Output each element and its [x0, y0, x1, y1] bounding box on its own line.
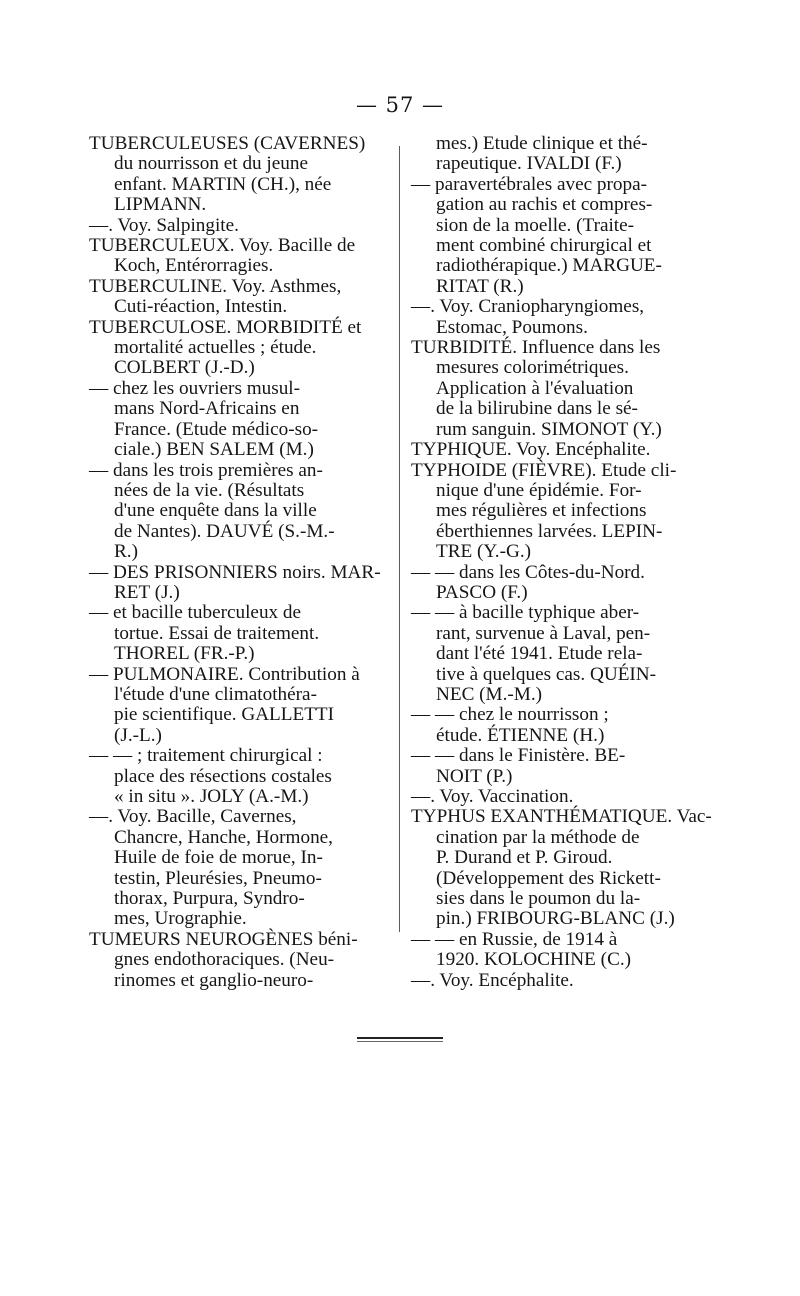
entry-tumeurs-continued — [411, 134, 711, 175]
text-line: THOREL (FR.-P.) — [114, 643, 255, 665]
text-line: sion de la moelle. (Traite- — [436, 214, 635, 236]
text-line: de Nantes). DAUVÉ (S.-M.- — [114, 520, 335, 542]
text-line: 1920. KOLOCHINE (C.) — [436, 949, 632, 971]
entry-tuberculose-tortue — [89, 603, 389, 664]
text-line: mes.) Etude clinique et thé- — [436, 133, 648, 154]
text-line: TUBERCULEUX. Voy. Bacille de — [89, 235, 356, 257]
text-line: pie scientifique. GALLETTI — [114, 704, 335, 726]
text-line: étude. ÉTIENNE (H.) — [436, 724, 605, 746]
text-line: de la bilirubine dans le sé- — [436, 398, 638, 420]
text-line: ment combiné chirurgical et — [436, 235, 652, 257]
entry-tumeurs-paravertebrales — [411, 175, 711, 297]
entry-tuberculine — [89, 277, 389, 318]
text-line: P. Durand et P. Giroud. — [436, 847, 613, 869]
text-line: LIPMANN. — [114, 194, 207, 216]
text-line: d'une enquête dans la ville — [114, 500, 317, 522]
text-line: rant, survenue à Laval, pen- — [436, 622, 651, 644]
text-line: Estomac, Poumons. — [436, 316, 588, 338]
text-line: cination par la méthode de — [436, 826, 640, 848]
text-line: TURBIDITÉ. Influence dans les — [411, 337, 661, 359]
text-line: Chancre, Hanche, Hormone, — [114, 826, 333, 848]
entry-tuberculeuses-voy — [89, 216, 389, 236]
page-number: — 57 — — [355, 93, 445, 117]
entry-tuberculose-premieres-annees — [89, 461, 389, 563]
index-column-right — [411, 134, 711, 991]
text-line: Cuti-réaction, Intestin. — [114, 296, 288, 318]
text-line: Koch, Entérorragies. — [114, 255, 274, 277]
text-line: — — chez le nourrisson ; — [411, 704, 609, 726]
entry-typhoide-voy — [411, 787, 711, 807]
text-line: — dans les trois premières an- — [89, 459, 323, 481]
column-divider — [399, 146, 400, 932]
text-line: mesures colorimétriques. — [436, 357, 629, 379]
text-line: NOIT (P.) — [436, 765, 513, 787]
text-line: rapeutique. IVALDI (F.) — [436, 153, 622, 175]
entry-tuberculose-voy — [89, 807, 389, 929]
text-line: —. Voy. Encéphalite. — [411, 969, 574, 991]
text-line: RITAT (R.) — [436, 275, 524, 297]
text-line: TYPHIQUE. Voy. Encéphalite. — [411, 439, 651, 461]
entry-tumeurs-voy — [411, 297, 711, 338]
text-line: nique d'une épidémie. For- — [436, 479, 642, 501]
text-line: gation au rachis et compres- — [436, 194, 653, 216]
text-line: — PULMONAIRE. Contribution à — [89, 663, 360, 685]
bottom-rule-thin — [357, 1041, 443, 1042]
text-line: COLBERT (J.-D.) — [114, 357, 255, 379]
entry-typhoide-laval — [411, 603, 711, 705]
text-line: ciale.) BEN SALEM (M.) — [114, 439, 314, 461]
entry-typhus-russie — [411, 930, 711, 971]
text-line: TUBERCULEUSES (CAVERNES) — [89, 133, 366, 154]
text-line: —. Voy. Craniopharyngiomes, — [411, 296, 645, 318]
text-line: l'étude d'une climatothéra- — [114, 683, 317, 705]
text-line: — — à bacille typhique aber- — [411, 602, 640, 624]
text-line: — — dans le Finistère. BE- — [411, 745, 626, 767]
entry-tuberculose-prisonniers — [89, 563, 389, 604]
entry-tumeurs — [89, 930, 389, 991]
text-line: rum sanguin. SIMONOT (Y.) — [436, 418, 662, 440]
text-line: radiothérapique.) MARGUE- — [436, 255, 662, 277]
text-line: mes régulières et infections — [436, 500, 647, 522]
entry-typhoide-finistere — [411, 746, 711, 787]
text-line: TUMEURS NEUROGÈNES béni- — [89, 928, 358, 950]
text-line: rinomes et ganglio-neuro- — [114, 969, 314, 991]
text-line: (J.-L.) — [114, 724, 162, 746]
text-line: pin.) FRIBOURG-BLANC (J.) — [436, 908, 675, 930]
entry-typhus-voy — [411, 971, 711, 991]
text-line: — chez les ouvriers musul- — [89, 377, 301, 399]
text-line: place des résections costales — [114, 765, 332, 787]
entry-typhus — [411, 807, 711, 929]
entry-typhoide-cotes-du-nord — [411, 563, 711, 604]
entry-typhoide — [411, 461, 711, 563]
text-line: mans Nord-Africains en — [114, 398, 300, 420]
entry-tuberculose — [89, 318, 389, 379]
text-line: — DES PRISONNIERS noirs. MAR- — [89, 561, 381, 583]
entry-turbidite — [411, 338, 711, 440]
text-line: du nourrisson et du jeune — [114, 153, 308, 175]
text-line: Huile de foie de morue, In- — [114, 847, 323, 869]
text-line: nées de la vie. (Résultats — [114, 479, 305, 501]
text-line: TUBERCULOSE. MORBIDITÉ et — [89, 316, 362, 338]
text-line: thorax, Purpura, Syndro- — [114, 888, 305, 910]
text-line: — et bacille tuberculeux de — [89, 602, 302, 624]
text-line: —. Voy. Salpingite. — [89, 214, 239, 236]
text-line: — — dans les Côtes-du-Nord. — [411, 561, 645, 583]
text-line: dant l'été 1941. Etude rela- — [436, 643, 643, 665]
text-line: éberthiennes larvées. LEPIN- — [436, 520, 663, 542]
text-line: TYPHOIDE (FIÈVRE). Etude cli- — [411, 459, 677, 481]
text-line: TYPHUS EXANTHÉMATIQUE. Vac- — [411, 806, 712, 828]
text-line: sies dans le poumon du la- — [436, 888, 641, 910]
text-line: PASCO (F.) — [436, 581, 528, 603]
text-line: mortalité actuelles ; étude. — [114, 337, 317, 359]
entry-typhique — [411, 440, 711, 460]
entry-tuberculeux — [89, 236, 389, 277]
text-line: —. Voy. Bacille, Cavernes, — [89, 806, 297, 828]
entry-tuberculose-ouvriers — [89, 379, 389, 461]
text-line: R.) — [114, 541, 138, 563]
text-line: (Développement des Rickett- — [436, 867, 661, 889]
text-line: Application à l'évaluation — [436, 377, 634, 399]
text-line: —. Voy. Vaccination. — [411, 786, 574, 807]
text-line: TRE (Y.-G.) — [436, 541, 532, 563]
text-line: « in situ ». JOLY (A.-M.) — [114, 786, 309, 807]
text-line: France. (Etude médico-so- — [114, 418, 319, 440]
index-column-left — [89, 134, 389, 991]
text-line: testin, Pleurésies, Pneumo- — [114, 867, 322, 889]
text-line: mes, Urographie. — [114, 908, 247, 930]
text-line: — — ; traitement chirurgical : — [89, 745, 323, 767]
entry-typhoide-nourrisson — [411, 705, 711, 746]
text-line: gnes endothoraciques. (Neu- — [114, 949, 335, 971]
text-line: enfant. MARTIN (CH.), née — [114, 173, 332, 195]
entry-tuberculose-traitement — [89, 746, 389, 807]
text-line: — — en Russie, de 1914 à — [411, 928, 618, 950]
text-line: tive à quelques cas. QUÉIN- — [436, 663, 657, 685]
bottom-rule — [357, 1037, 443, 1039]
text-line: NEC (M.-M.) — [436, 683, 543, 705]
entry-tuberculeuses — [89, 134, 389, 216]
text-line: tortue. Essai de traitement. — [114, 622, 320, 644]
entry-tuberculose-pulmonaire — [89, 665, 389, 747]
text-line: — paravertébrales avec propa- — [411, 173, 647, 195]
text-line: TUBERCULINE. Voy. Asthmes, — [89, 275, 342, 297]
text-line: RET (J.) — [114, 581, 180, 603]
